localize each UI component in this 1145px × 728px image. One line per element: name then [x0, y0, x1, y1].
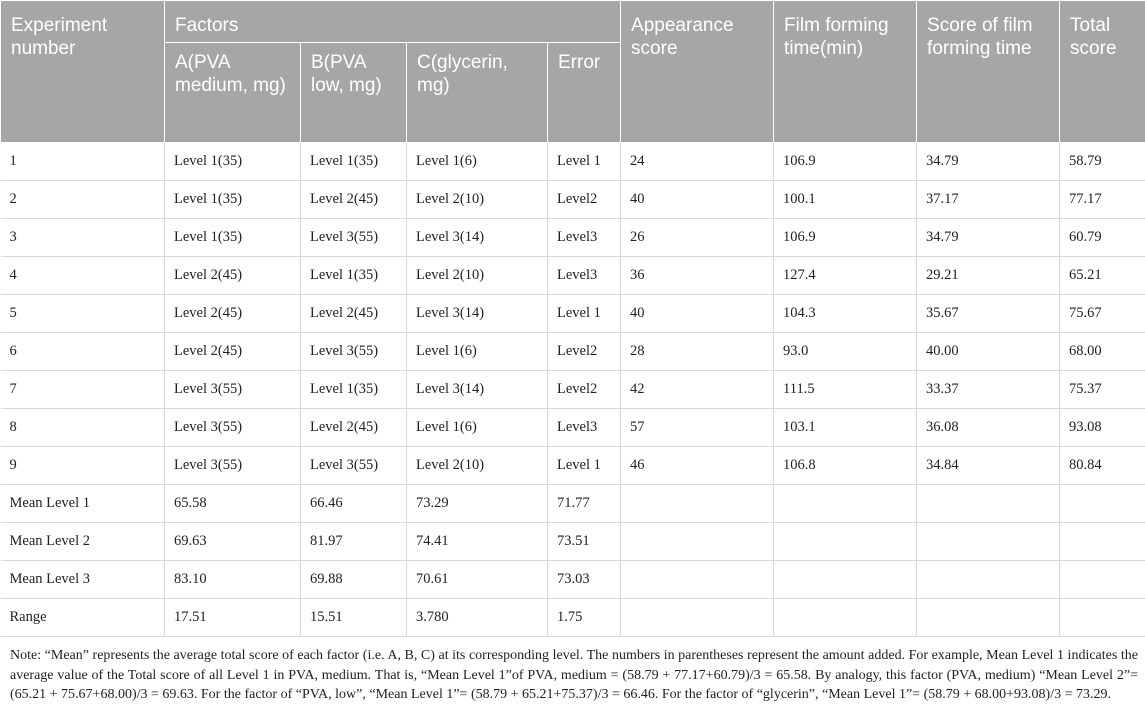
cell-factor-c: Level 3(14)	[407, 295, 548, 333]
table-row	[1, 371, 1145, 409]
table-row	[1, 295, 1145, 333]
header-experiment-number: Experiment number	[1, 1, 165, 143]
cell-experiment-number: Range	[1, 599, 165, 637]
cell-factor-c: 3.780	[407, 599, 548, 637]
header-film-forming-time: Film forming time(min)	[774, 1, 917, 143]
cell-film-time-score: 36.08	[917, 409, 1060, 447]
cell-appearance-score	[621, 599, 774, 637]
cell-factor-a: Level 2(45)	[165, 333, 301, 371]
cell-error: Level3	[548, 409, 621, 447]
header-total-score: Total score	[1060, 1, 1145, 143]
cell-film-forming-time: 103.1	[774, 409, 917, 447]
table-row	[1, 523, 1145, 561]
cell-error: Level 1	[548, 295, 621, 333]
cell-film-forming-time	[774, 561, 917, 599]
cell-appearance-score	[621, 561, 774, 599]
cell-factor-c: Level 2(10)	[407, 257, 548, 295]
cell-factor-a: 65.58	[165, 485, 301, 523]
table-row	[1, 181, 1145, 219]
cell-factor-c: 73.29	[407, 485, 548, 523]
table-row	[1, 257, 1145, 295]
cell-factor-b: 15.51	[301, 599, 407, 637]
cell-film-forming-time	[774, 523, 917, 561]
cell-error: Level2	[548, 371, 621, 409]
cell-experiment-number: 8	[1, 409, 165, 447]
cell-appearance-score: 26	[621, 219, 774, 257]
cell-film-forming-time: 104.3	[774, 295, 917, 333]
cell-total-score: 93.08	[1060, 409, 1145, 447]
cell-total-score: 58.79	[1060, 143, 1145, 181]
cell-factor-c: Level 1(6)	[407, 409, 548, 447]
table-row	[1, 219, 1145, 257]
header-factor-c: C(glycerin, mg)	[407, 43, 548, 143]
cell-appearance-score: 40	[621, 181, 774, 219]
header-appearance-score: Appearance score	[621, 1, 774, 143]
cell-film-forming-time: 106.8	[774, 447, 917, 485]
cell-film-forming-time: 111.5	[774, 371, 917, 409]
cell-total-score: 77.17	[1060, 181, 1145, 219]
cell-appearance-score: 36	[621, 257, 774, 295]
cell-experiment-number: 2	[1, 181, 165, 219]
cell-appearance-score: 24	[621, 143, 774, 181]
cell-experiment-number: 6	[1, 333, 165, 371]
cell-film-time-score: 34.79	[917, 143, 1060, 181]
cell-appearance-score: 28	[621, 333, 774, 371]
cell-factor-a: Level 3(55)	[165, 371, 301, 409]
cell-factor-a: Level 3(55)	[165, 447, 301, 485]
cell-experiment-number: 9	[1, 447, 165, 485]
cell-film-time-score: 37.17	[917, 181, 1060, 219]
cell-total-score: 75.67	[1060, 295, 1145, 333]
cell-factor-a: 17.51	[165, 599, 301, 637]
cell-total-score	[1060, 599, 1145, 637]
cell-factor-a: 69.63	[165, 523, 301, 561]
cell-factor-a: Level 2(45)	[165, 257, 301, 295]
cell-film-time-score: 34.79	[917, 219, 1060, 257]
cell-appearance-score: 57	[621, 409, 774, 447]
cell-factor-c: Level 1(6)	[407, 143, 548, 181]
cell-film-forming-time: 127.4	[774, 257, 917, 295]
cell-factor-c: 74.41	[407, 523, 548, 561]
cell-error: Level3	[548, 219, 621, 257]
cell-film-time-score: 40.00	[917, 333, 1060, 371]
cell-factor-c: Level 3(14)	[407, 219, 548, 257]
cell-total-score: 65.21	[1060, 257, 1145, 295]
cell-factor-b: 81.97	[301, 523, 407, 561]
cell-error: Level 1	[548, 143, 621, 181]
cell-film-forming-time: 93.0	[774, 333, 917, 371]
cell-factor-b: Level 2(45)	[301, 295, 407, 333]
cell-experiment-number: Mean Level 2	[1, 523, 165, 561]
cell-factor-b: Level 1(35)	[301, 143, 407, 181]
header-factor-b: B(PVA low, mg)	[301, 43, 407, 143]
cell-factor-b: Level 3(55)	[301, 333, 407, 371]
header-factor-a: A(PVA medium, mg)	[165, 43, 301, 143]
cell-appearance-score: 46	[621, 447, 774, 485]
cell-total-score	[1060, 485, 1145, 523]
cell-error: 73.03	[548, 561, 621, 599]
cell-factor-a: Level 1(35)	[165, 181, 301, 219]
cell-error: Level 1	[548, 447, 621, 485]
header-score-of-film-forming-time: Score of film forming time	[917, 1, 1060, 143]
cell-total-score	[1060, 561, 1145, 599]
cell-film-time-score	[917, 485, 1060, 523]
cell-error: Level2	[548, 181, 621, 219]
cell-film-forming-time	[774, 485, 917, 523]
cell-film-time-score: 29.21	[917, 257, 1060, 295]
cell-experiment-number: 5	[1, 295, 165, 333]
table-row	[1, 409, 1145, 447]
cell-appearance-score: 40	[621, 295, 774, 333]
cell-factor-c: Level 2(10)	[407, 447, 548, 485]
header-factors: Factors	[165, 1, 621, 43]
cell-film-time-score	[917, 523, 1060, 561]
table-row	[1, 447, 1145, 485]
cell-experiment-number: 1	[1, 143, 165, 181]
table-row	[1, 333, 1145, 371]
cell-factor-b: Level 3(55)	[301, 447, 407, 485]
header-error: Error	[548, 43, 621, 143]
cell-experiment-number: Mean Level 3	[1, 561, 165, 599]
cell-experiment-number: Mean Level 1	[1, 485, 165, 523]
cell-factor-b: Level 3(55)	[301, 219, 407, 257]
cell-factor-b: Level 1(35)	[301, 371, 407, 409]
cell-error: Level3	[548, 257, 621, 295]
cell-factor-b: Level 2(45)	[301, 409, 407, 447]
table-row	[1, 485, 1145, 523]
cell-appearance-score	[621, 485, 774, 523]
cell-factor-c: Level 1(6)	[407, 333, 548, 371]
cell-film-time-score	[917, 561, 1060, 599]
cell-film-forming-time: 100.1	[774, 181, 917, 219]
table-row	[1, 143, 1145, 181]
cell-factor-a: Level 1(35)	[165, 143, 301, 181]
cell-film-forming-time: 106.9	[774, 143, 917, 181]
cell-film-time-score: 34.84	[917, 447, 1060, 485]
cell-factor-c: 70.61	[407, 561, 548, 599]
cell-appearance-score	[621, 523, 774, 561]
cell-film-forming-time: 106.9	[774, 219, 917, 257]
table-row	[1, 561, 1145, 599]
cell-factor-b: Level 2(45)	[301, 181, 407, 219]
cell-factor-c: Level 2(10)	[407, 181, 548, 219]
cell-experiment-number: 7	[1, 371, 165, 409]
cell-total-score: 75.37	[1060, 371, 1145, 409]
cell-error: 73.51	[548, 523, 621, 561]
cell-film-time-score: 33.37	[917, 371, 1060, 409]
cell-total-score: 60.79	[1060, 219, 1145, 257]
cell-error: 1.75	[548, 599, 621, 637]
table-body	[1, 143, 1145, 637]
table-row	[1, 599, 1145, 637]
cell-factor-b: 66.46	[301, 485, 407, 523]
cell-factor-a: Level 1(35)	[165, 219, 301, 257]
cell-error: Level2	[548, 333, 621, 371]
cell-appearance-score: 42	[621, 371, 774, 409]
cell-factor-a: Level 3(55)	[165, 409, 301, 447]
cell-film-time-score: 35.67	[917, 295, 1060, 333]
cell-factor-a: 83.10	[165, 561, 301, 599]
cell-error: 71.77	[548, 485, 621, 523]
cell-total-score	[1060, 523, 1145, 561]
cell-experiment-number: 4	[1, 257, 165, 295]
cell-film-time-score	[917, 599, 1060, 637]
cell-factor-b: 69.88	[301, 561, 407, 599]
cell-total-score: 80.84	[1060, 447, 1145, 485]
cell-film-forming-time	[774, 599, 917, 637]
table-note: Note: “Mean” represents the average total score of each factor (i.e. A, B, C) at its corresponding level. The numbers in parentheses represent the amount added. For example, Mean Level 1 indicates the average value of the Total score of all Level 1 in PVA, medium. That is, “Mean Level 1”of PVA, medium = (58.79 + 77.17+60.79)/3 = 65.58. By analogy, this factor (PVA, medium) “Mean Level 2”= (65.21 + 75.67+68.00)/3 = 69.63. For the factor of “PVA, low”, “Mean Level 1”= (58.79 + 65.21+75.37)/3 = 66.46. For the factor of “glycerin”, “Mean Level 1”= (58.79 + 68.00+93.08)/3 = 73.29.	[10, 648, 1138, 702]
cell-factor-c: Level 3(14)	[407, 371, 548, 409]
cell-factor-b: Level 1(35)	[301, 257, 407, 295]
cell-factor-a: Level 2(45)	[165, 295, 301, 333]
cell-experiment-number: 3	[1, 219, 165, 257]
cell-total-score: 68.00	[1060, 333, 1145, 371]
